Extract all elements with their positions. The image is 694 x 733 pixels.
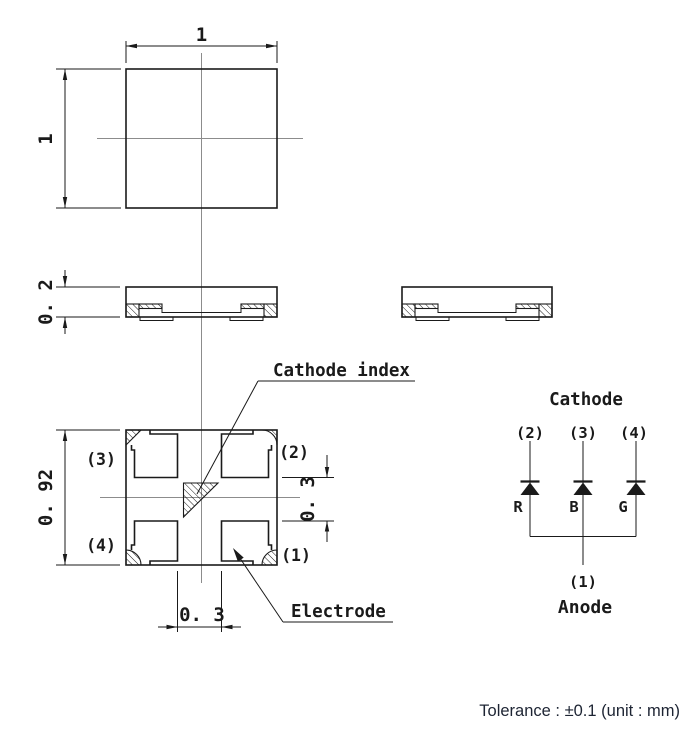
schematic-channel-r: R bbox=[513, 498, 523, 516]
electrode-pad-2 bbox=[222, 430, 272, 478]
dim-top-height-value: 1 bbox=[35, 133, 57, 145]
pad-label-4: (4) bbox=[86, 536, 116, 555]
schematic-cathode-title: Cathode bbox=[549, 390, 623, 410]
schematic-channel-b: B bbox=[569, 498, 579, 516]
dim-arrow bbox=[167, 625, 178, 629]
dim-top-width-value: 1 bbox=[195, 24, 208, 46]
plating-strip-hatch bbox=[241, 304, 264, 309]
plating-strip-hatch bbox=[415, 304, 438, 309]
dim-arrow bbox=[63, 554, 67, 565]
tolerance-note: Tolerance : ±0.1 (unit : mm) bbox=[479, 702, 680, 720]
electrode-pad-3 bbox=[132, 430, 178, 478]
diode-triangle-r bbox=[521, 483, 540, 496]
dim-arrow bbox=[266, 44, 277, 48]
plating-strip-hatch bbox=[139, 304, 162, 309]
dim-arrow bbox=[63, 276, 67, 287]
corner-electrode-hatch bbox=[264, 304, 277, 317]
dim-arrow bbox=[325, 467, 329, 478]
schematic-pin-4: (4) bbox=[620, 424, 648, 442]
dim-gap-horizontal-value: 0. 3 bbox=[179, 604, 225, 626]
corner-mark-hatch bbox=[262, 550, 277, 565]
centerlines bbox=[97, 53, 303, 583]
pad-label-3: (3) bbox=[86, 450, 116, 469]
corner-electrode-hatch bbox=[539, 304, 552, 317]
dim-arrow bbox=[63, 430, 67, 441]
schematic-pin-1: (1) bbox=[569, 573, 597, 591]
recess-line bbox=[438, 309, 516, 313]
dim-arrow bbox=[63, 317, 67, 328]
schematic-channel-g: G bbox=[618, 498, 628, 516]
dim-thickness-value: 0. 2 bbox=[35, 279, 57, 325]
pad-label-2: (2) bbox=[279, 443, 309, 462]
side-view-front bbox=[35, 270, 277, 334]
corner-electrode-hatch bbox=[126, 304, 139, 317]
dim-arrow bbox=[63, 197, 67, 208]
circuit-schematic bbox=[513, 390, 648, 618]
diode-triangle-b bbox=[574, 483, 593, 496]
dim-bottom-height-value: 0. 92 bbox=[35, 468, 57, 527]
schematic-anode-title: Anode bbox=[557, 597, 613, 618]
bottom-view bbox=[35, 361, 415, 632]
corner-mark-hatch bbox=[126, 430, 141, 445]
top-view bbox=[35, 24, 277, 208]
dim-arrow bbox=[63, 69, 67, 80]
corner-mark-hatch bbox=[262, 430, 277, 445]
corner-electrode-hatch bbox=[402, 304, 415, 317]
dim-gap-vertical-value: 0. 3 bbox=[297, 476, 319, 522]
side-view-right bbox=[402, 287, 552, 321]
dim-arrow bbox=[126, 44, 137, 48]
schematic-pin-2: (2) bbox=[516, 424, 544, 442]
corner-mark-hatch bbox=[126, 550, 141, 565]
dim-arrow bbox=[325, 521, 329, 532]
schematic-pin-3: (3) bbox=[569, 424, 597, 442]
pad-label-1: (1) bbox=[281, 546, 311, 565]
plating-strip-hatch bbox=[516, 304, 539, 309]
electrode-label: Electrode bbox=[291, 602, 386, 622]
cathode-index-label: Cathode index bbox=[273, 361, 410, 381]
electrode-leader-arrowhead bbox=[233, 548, 244, 562]
diode-triangle-g bbox=[627, 483, 646, 496]
